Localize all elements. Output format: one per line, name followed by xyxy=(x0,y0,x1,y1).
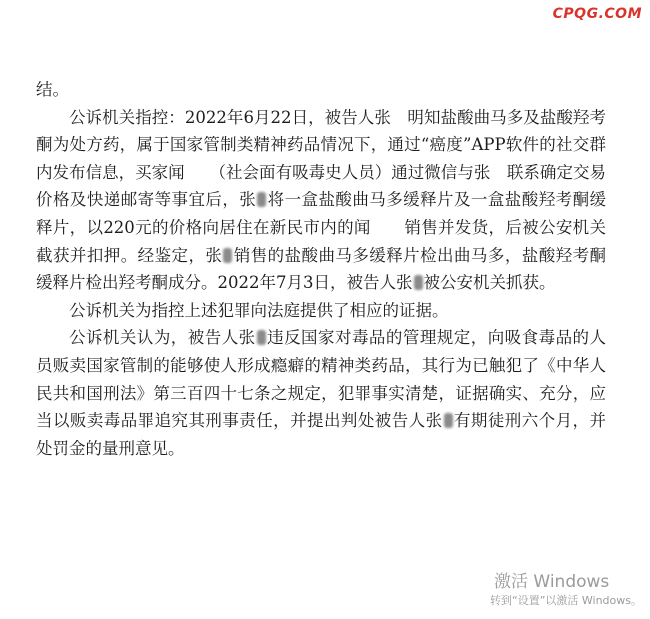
text-segment: 结。 xyxy=(36,80,69,99)
text-segment: 有期徒刑六个月，并处罚金的量刑意见。 xyxy=(36,411,607,458)
activation-title: 激活 Windows xyxy=(494,572,610,592)
text-segment: 被公安机关抓获。 xyxy=(423,273,556,293)
paragraph-prosecution-opinion xyxy=(36,324,606,462)
redaction-mark xyxy=(444,413,453,428)
redaction-mark xyxy=(257,192,266,207)
redaction-mark xyxy=(414,275,423,290)
text-segment: 将一盒盐酸曲马多缓释片及一盒盐酸羟考酮缓释片，以220元的价格向居住在新民市内的闻 销售并发货，后被公安机关截获并扣押。经鉴定，张 xyxy=(36,190,607,265)
windows-activation-watermark xyxy=(490,571,650,609)
paragraph-conclusion-tail xyxy=(36,76,606,104)
text-segment: 销售的盐酸曲马多缓释片检出曲马多，盐酸羟考酮缓释片检出羟考酮成分。2022年7月3日，被告人张 xyxy=(36,245,607,293)
site-logo-watermark: CPQG.COM xyxy=(552,6,642,22)
redaction-mark xyxy=(257,330,266,345)
text-segment: 公诉机关指控：2022年6月22日，被告人张 明知盐酸曲马多及盐酸羟考酮为处方药，属于国家管制类精神药品情况下，通过“癌度”APP软件的社交群内发布信息，买家闻 （社会面有吸毒史人员）通过微信与张 联系确定交易价格及快递邮寄等事宜后，张 xyxy=(36,107,606,210)
text-segment: 违反国家对毒品的管理规定，向吸食毒品的人员贩卖国家管制的能够使人形成瘾癖的精神类药品，其行为已触犯了《中华人民共和国刑法》第三百四十七条之规定，犯罪事实清楚，证据确实、充分，应当以贩卖毒品罪追究其刑事责任，并提出判处被告人张 xyxy=(36,328,607,431)
activation-hint: 转到“设置”以激活 Windows。 xyxy=(490,594,642,607)
text-segment: 公诉机关认为，被告人张 xyxy=(69,328,256,348)
text-segment: 公诉机关为指控上述犯罪向法庭提供了相应的证据。 xyxy=(69,300,449,320)
paragraph-prosecution-charge xyxy=(36,104,606,297)
paragraph-evidence xyxy=(36,297,606,325)
document-body xyxy=(36,76,606,462)
redaction-mark xyxy=(223,248,232,263)
